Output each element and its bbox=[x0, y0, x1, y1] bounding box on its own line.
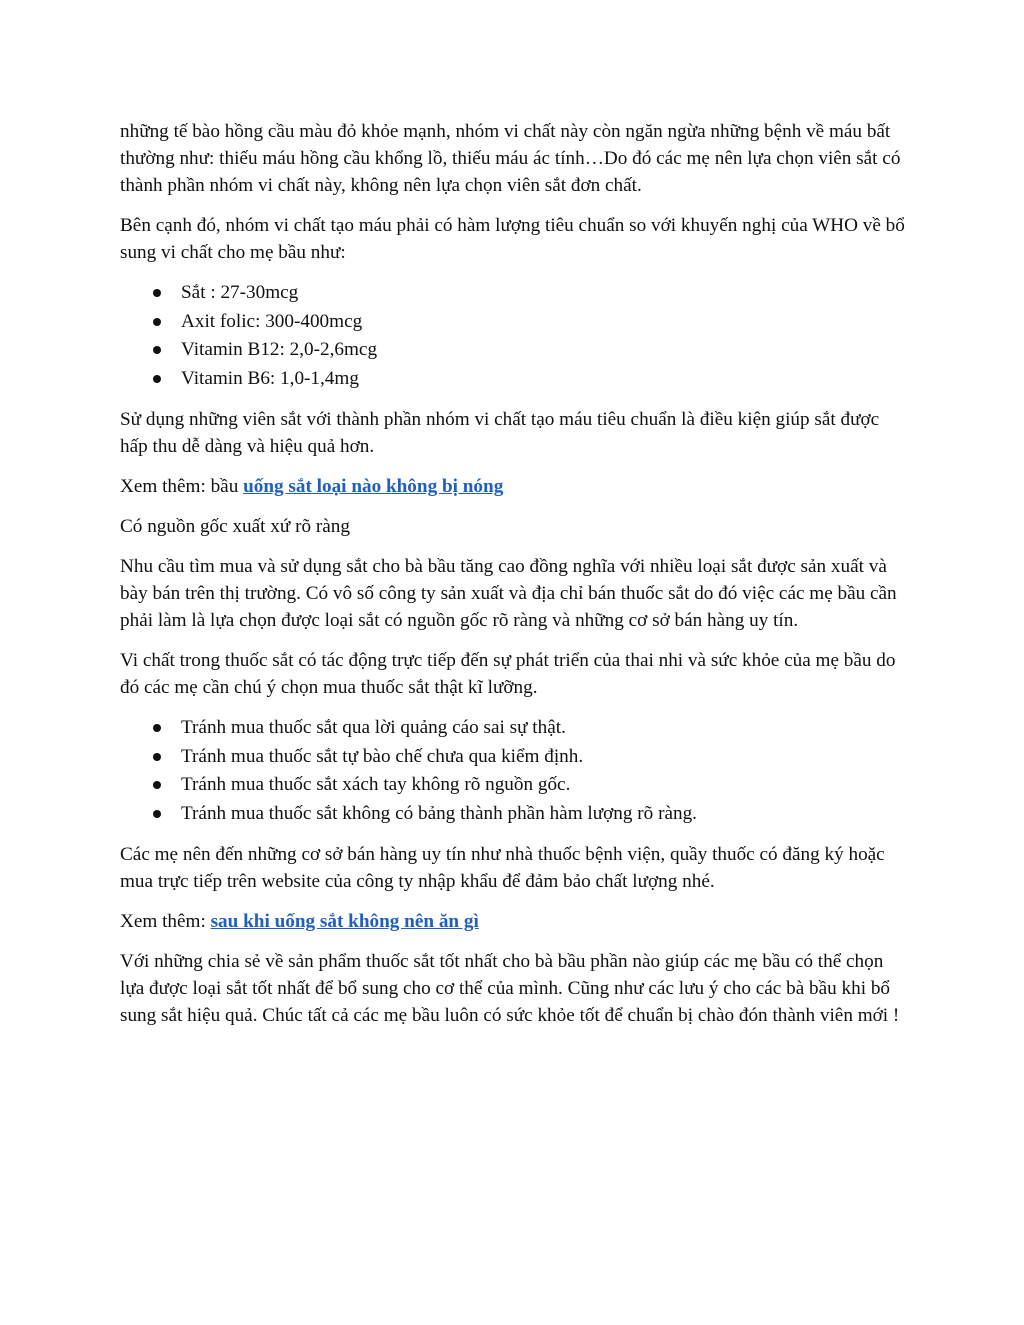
paragraph-trusted-stores: Các mẹ nên đến những cơ sở bán hàng uy tín như nhà thuốc bệnh viện, quầy thuốc có đăng ký hoặc mua trực tiếp trên website của công ty nhập khẩu để đảm bảo chất lượng nhé. bbox=[120, 844, 885, 892]
see-more-link-2[interactable]: sau khi uống sắt không nên ăn gì bbox=[210, 911, 479, 932]
list-item bbox=[120, 279, 910, 308]
bullet-icon bbox=[153, 810, 161, 818]
list-item-text: Tránh mua thuốc sắt không có bảng thành phần hàm lượng rõ ràng. bbox=[181, 802, 697, 824]
bullet-icon bbox=[153, 375, 161, 383]
list-item-text: Vitamin B6: 1,0-1,4mg bbox=[181, 367, 359, 389]
see-more-link-1[interactable]: uống sắt loại nào không bị nóng bbox=[243, 476, 504, 497]
see-more-prefix: Xem thêm: bầu bbox=[120, 476, 244, 497]
list-item-text: Sắt : 27-30mcg bbox=[181, 282, 299, 303]
list-item bbox=[120, 714, 910, 743]
see-more-prefix: Xem thêm: bbox=[120, 911, 211, 932]
bullet-icon bbox=[153, 289, 161, 297]
list-item bbox=[120, 365, 910, 394]
micronutrient-list bbox=[120, 279, 910, 393]
bullet-icon bbox=[153, 781, 161, 789]
list-item bbox=[120, 800, 910, 829]
document-page bbox=[120, 118, 910, 1042]
see-more-line-1 bbox=[120, 473, 910, 500]
list-item-text: Tránh mua thuốc sắt qua lời quảng cáo sai sự thật. bbox=[181, 717, 566, 738]
list-item bbox=[120, 308, 910, 337]
list-item bbox=[120, 743, 910, 772]
list-item bbox=[120, 336, 910, 365]
bullet-icon bbox=[153, 318, 161, 326]
list-item-text: Tránh mua thuốc sắt tự bào chế chưa qua kiểm định. bbox=[181, 745, 584, 767]
list-item-text: Vitamin B12: 2,0-2,6mcg bbox=[181, 339, 378, 360]
bullet-icon bbox=[153, 753, 161, 761]
list-item-text: Axit folic: 300-400mcg bbox=[181, 310, 363, 332]
see-more-line-2 bbox=[120, 908, 910, 935]
bullet-icon bbox=[153, 346, 161, 354]
bullet-icon bbox=[153, 724, 161, 732]
paragraph-careful-selection: Vi chất trong thuốc sắt có tác động trực tiếp đến sự phát triển của thai nhi và sức khỏe của mẹ bầu do đó các mẹ cần chú ý chọn mua thuốc sắt thật kĩ lưỡng. bbox=[120, 650, 896, 698]
section-heading-origin: Có nguồn gốc xuất xứ rõ ràng bbox=[120, 516, 350, 537]
paragraph-absorption: Sử dụng những viên sắt với thành phần nhóm vi chất tạo máu tiêu chuẩn là điều kiện giúp sắt được hấp thu dễ dàng và hiệu quả hơn. bbox=[120, 409, 880, 457]
list-item-text: Tránh mua thuốc sắt xách tay không rõ nguồn gốc. bbox=[181, 774, 571, 795]
list-item bbox=[120, 771, 910, 800]
paragraph-market-demand: Nhu cầu tìm mua và sử dụng sắt cho bà bầu tăng cao đồng nghĩa với nhiều loại sắt được sản xuất và bày bán trên thị trường. Có vô số công ty sản xuất và địa chỉ bán thuốc sắt do đó việc các mẹ bầu cần phải làm là lựa chọn được loại sắt có nguồn gốc rõ ràng và những cơ sở bán hàng uy tín. bbox=[120, 556, 897, 631]
paragraph-who-recommendation: Bên cạnh đó, nhóm vi chất tạo máu phải có hàm lượng tiêu chuẩn so với khuyến nghị của WHO về bổ sung vi chất cho mẹ bầu như: bbox=[120, 215, 905, 263]
paragraph-conclusion: Với những chia sẻ về sản phẩm thuốc sắt tốt nhất cho bà bầu phần nào giúp các mẹ bầu có thể chọn lựa được loại sắt tốt nhất để bổ sung cho cơ thể của mình. Cũng như các lưu ý cho các bà bầu khi bổ sung sắt hiệu quả. Chúc tất cả các mẹ bầu luôn có sức khỏe tốt để chuẩn bị chào đón thành viên mới ! bbox=[120, 951, 900, 1026]
avoid-list bbox=[120, 714, 910, 828]
paragraph-iron-benefits: những tế bào hồng cầu màu đỏ khỏe mạnh, nhóm vi chất này còn ngăn ngừa những bệnh về máu bất thường như: thiếu máu hồng cầu khổng lồ, thiếu máu ác tính…Do đó các mẹ nên lựa chọn viên sắt có thành phần nhóm vi chất này, không nên lựa chọn viên sắt đơn chất. bbox=[120, 121, 901, 196]
